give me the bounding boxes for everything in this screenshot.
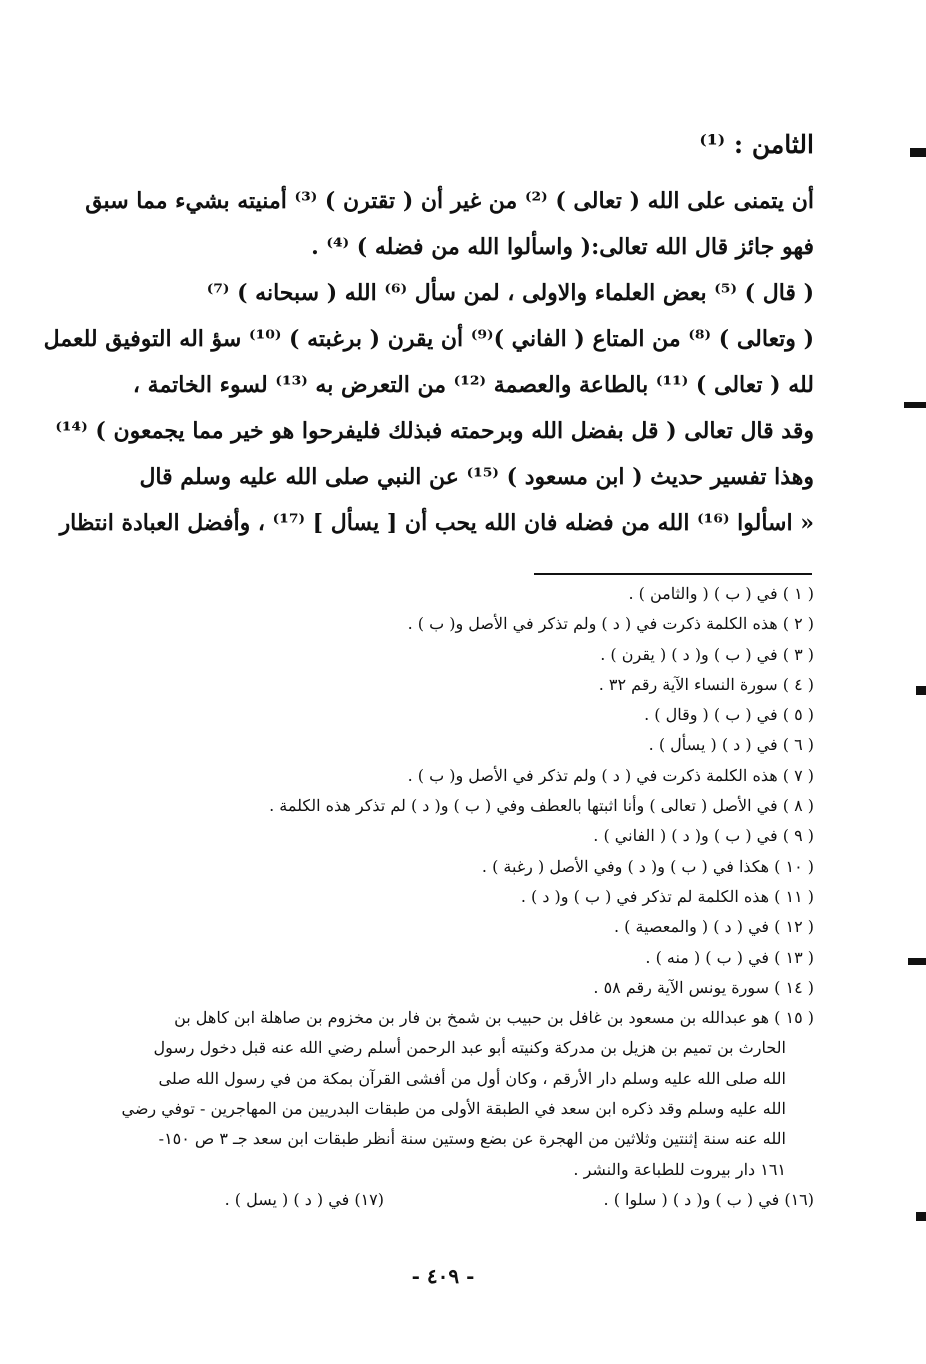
footnote-6: ( ٦ ) في ( د ) ( يسأل ) . [648, 735, 814, 755]
footnote-17: (١٧) في ( د ) ( يسل ) . [224, 1189, 384, 1209]
body-line: أن يتمنى على الله ( تعالى ) ⁽²⁾ من غير أن ( تقترن ) ⁽³⁾ أمنيته بشيء مما سبق [85, 188, 814, 214]
body-line: وهذا تفسير حديث ( ابن مسعود ) ⁽¹⁵⁾ عن النبي صلى الله عليه وسلم قال [139, 464, 814, 490]
body-line: « اسألوا ⁽¹⁶⁾ الله من فضله فان الله يحب أن [ يسأل ] ⁽¹⁷⁾ ، وأفضل العبادة انتظار [59, 510, 814, 536]
footnote-16-17-row [106, 1185, 814, 1215]
footnote-7: ( ٧ ) هذه الكلمة ذكرت في ( د ) ولم تذكر في الأصل و( ب ) . [407, 765, 814, 785]
footnote-15-continuation: الحارث بن تميم بن هزيل بن مدركة وكنيته أبو عبد الرحمن أسلم رضي الله عنه قبل دخول رسول [153, 1038, 786, 1058]
section-heading: الثامن : ⁽¹⁾ [699, 130, 814, 159]
margin-mark [904, 402, 926, 408]
footnote-15-continuation: ١٦١ دار بيروت للطباعة والنشر . [573, 1159, 786, 1179]
margin-mark [908, 958, 926, 965]
footnote-15-continuation: الله عليه وسلم وقد ذكره ابن سعد في الطبقة الأولى من طبقات البدريين من المهاجرين - توفي رضي [121, 1099, 786, 1119]
footnote-10: ( ١٠ ) هكذا في ( ب ) و( د ) وفي الأصل ( رغبة ) . [481, 856, 814, 876]
body-line: ( وتعالى ) ⁽⁸⁾ من المتاع ( الفاني )⁽⁹⁾ أن يقرن ( برغبته ) ⁽¹⁰⁾ سؤ اله التوفيق للعمل [43, 326, 814, 352]
margin-mark [910, 148, 926, 157]
body-line: فهو جائز قال الله تعالى:( واسألوا الله من فضله ) ⁽⁴⁾ . [311, 234, 814, 260]
footnote-4: ( ٤ ) سورة النساء الآية رقم ٣٢ . [598, 674, 814, 694]
footnote-9: ( ٩ ) في ( ب ) و( د ) ( الفاني ) . [593, 826, 814, 846]
footnote-15-continuation: الله صلى الله عليه وسلم دار الأرقم ، وكان أول من أفشى القرآن بمكة من في رسول الله صلى [158, 1068, 786, 1088]
body-text [43, 178, 814, 546]
footnote-5: ( ٥ ) في ( ب ) ( وقال ) . [644, 705, 814, 725]
footnote-2: ( ٢ ) هذه الكلمة ذكرت في ( د ) ولم تذكر في الأصل و( ب ) . [407, 614, 814, 634]
body-line: وقد قال تعالى ( قل بفضل الله وبرحمته فبذلك فليفرحوا هو خير مما يجمعون ) ⁽¹⁴⁾ [55, 418, 814, 444]
footnote-1: ( ١ ) في ( ب ) ( والثامن ) . [628, 584, 814, 603]
body-line: ( قال ) ⁽⁵⁾ بعض العلماء والاولى ، لمن سأل ⁽⁶⁾ الله ( سبحانه ) ⁽⁷⁾ [206, 280, 814, 306]
footnote-8: ( ٨ ) في الأصل ( تعالى ) وأنا اثبتها بالعطف وفي ( ب ) و( د ) لم تذكر هذه الكلمة . [269, 796, 814, 816]
body-line: لله ( تعالى ) ⁽¹¹⁾ بالطاعة والعصمة ⁽¹²⁾ من التعرض به ⁽¹³⁾ لسوء الخاتمة ، [132, 372, 814, 398]
footnote-11: ( ١١ ) هذه الكلمة لم تذكر في ( ب ) و( د ) . [520, 886, 814, 906]
footnote-3: ( ٣ ) في ( ب ) و( د ) ( يقرن ) . [600, 644, 814, 664]
footnote-15: ( ١٥ ) هو عبدالله بن مسعود بن غافل بن حبيب بن شمخ بن فار بن مخزوم بن صاهلة ابن كاهل بن [174, 1008, 814, 1028]
footnote-15-continuation: الله عنه سنة إثنتين وثلاثين من الهجرة عن بضع وستين سنة أنظر طبقات ابن سعد جـ ٣ ص ١٥٠- [158, 1129, 786, 1149]
page-number: - ٤٠٩ - [411, 1264, 475, 1288]
margin-mark [916, 1212, 926, 1221]
footnotes [106, 579, 814, 1215]
margin-mark [916, 686, 926, 695]
footnote-16: (١٦) في ( ب ) و( د ) ( سلوا ) . [603, 1189, 814, 1209]
footnote-14: ( ١٤ ) سورة يونس الآية رقم ٥٨ . [593, 977, 814, 997]
footnote-12: ( ١٢ ) في ( د ) ( والمعصية ) . [614, 917, 814, 937]
footnote-13: ( ١٣ ) في ( ب ) ( منه ) . [645, 947, 814, 967]
footnote-separator [534, 573, 812, 575]
